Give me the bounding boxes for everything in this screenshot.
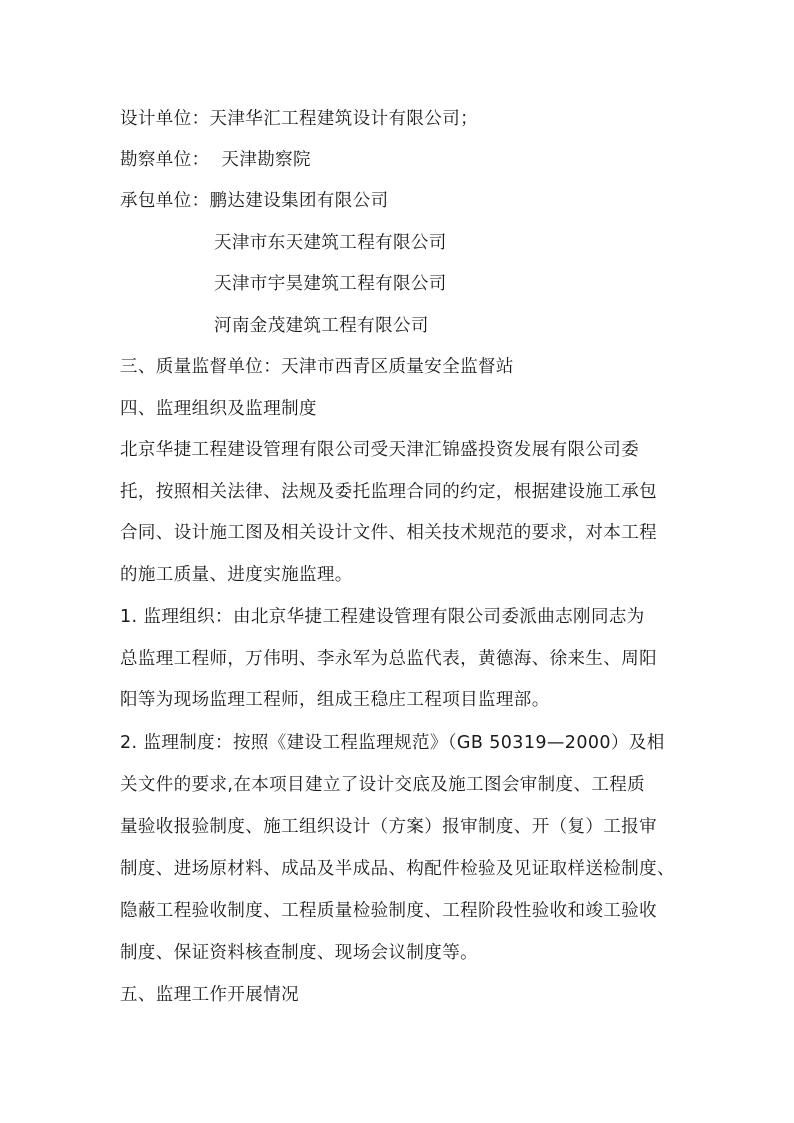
paragraph-line: 2. 监理制度：按照《建设工程监理规范》（GB 50319—2000）及相 — [120, 733, 665, 753]
contractor-unit-value: 河南金茂建筑工程有限公司 — [214, 316, 429, 336]
contractor-unit-value: 天津市东天建筑工程有限公司 — [214, 233, 447, 253]
section-heading-quality-supervision: 三、质量监督单位：天津市西青区质量安全监督站 — [120, 357, 514, 377]
paragraph-line: 关文件的要求,在本项目建立了设计交底及施工图会审制度、工程质 — [120, 775, 646, 795]
design-unit-line — [120, 107, 478, 131]
paragraph-line: 合同、设计施工图及相关设计文件、相关技术规范的要求，对本工程 — [120, 523, 657, 543]
paragraph-line: 托，按照相关法律、法规及委托监理合同的约定，根据建设施工承包 — [120, 482, 657, 502]
paragraph-line: 1. 监理组织：由北京华捷工程建设管理有限公司委派曲志刚同志为 — [120, 607, 645, 627]
paragraph-line: 隐蔽工程验收制度、工程质量检验制度、工程阶段性验收和竣工验收 — [120, 901, 657, 921]
section-heading-supervision-org: 四、监理组织及监理制度 — [120, 399, 317, 419]
contractor-unit-line — [120, 189, 389, 213]
survey-unit-label: 勘察单位： — [120, 150, 210, 170]
paragraph-line: 制度、进场原材料、成品及半成品、构配件检验及见证取样送检制度、 — [120, 859, 675, 879]
paragraph-line: 北京华捷工程建设管理有限公司受天津汇锦盛投资发展有限公司委 — [120, 440, 640, 460]
paragraph-line: 总监理工程师，万伟明、李永军为总监代表，黄德海、徐来生、周阳 — [120, 649, 657, 669]
section-heading-work-progress: 五、监理工作开展情况 — [120, 985, 299, 1005]
contractor-unit-label: 承包单位： — [120, 191, 210, 211]
contractor-unit-value: 鹏达建设集团有限公司 — [209, 191, 389, 211]
paragraph-line: 的施工质量、进度实施监理。 — [120, 565, 353, 585]
design-unit-value: 天津华汇工程建筑设计有限公司； — [209, 109, 478, 129]
paragraph-line: 制度、保证资料核查制度、现场会议制度等。 — [120, 943, 478, 963]
paragraph-line: 阳等为现场监理工程师，组成王稳庄工程项目监理部。 — [120, 690, 550, 710]
survey-unit-value: 天津勘察院 — [209, 150, 311, 170]
design-unit-label: 设计单位： — [120, 109, 210, 129]
survey-unit-line — [120, 148, 311, 172]
contractor-unit-value: 天津市宇昊建筑工程有限公司 — [214, 274, 447, 294]
paragraph-line: 量验收报验制度、施工组织设计（方案）报审制度、开（复）工报审 — [120, 817, 657, 837]
